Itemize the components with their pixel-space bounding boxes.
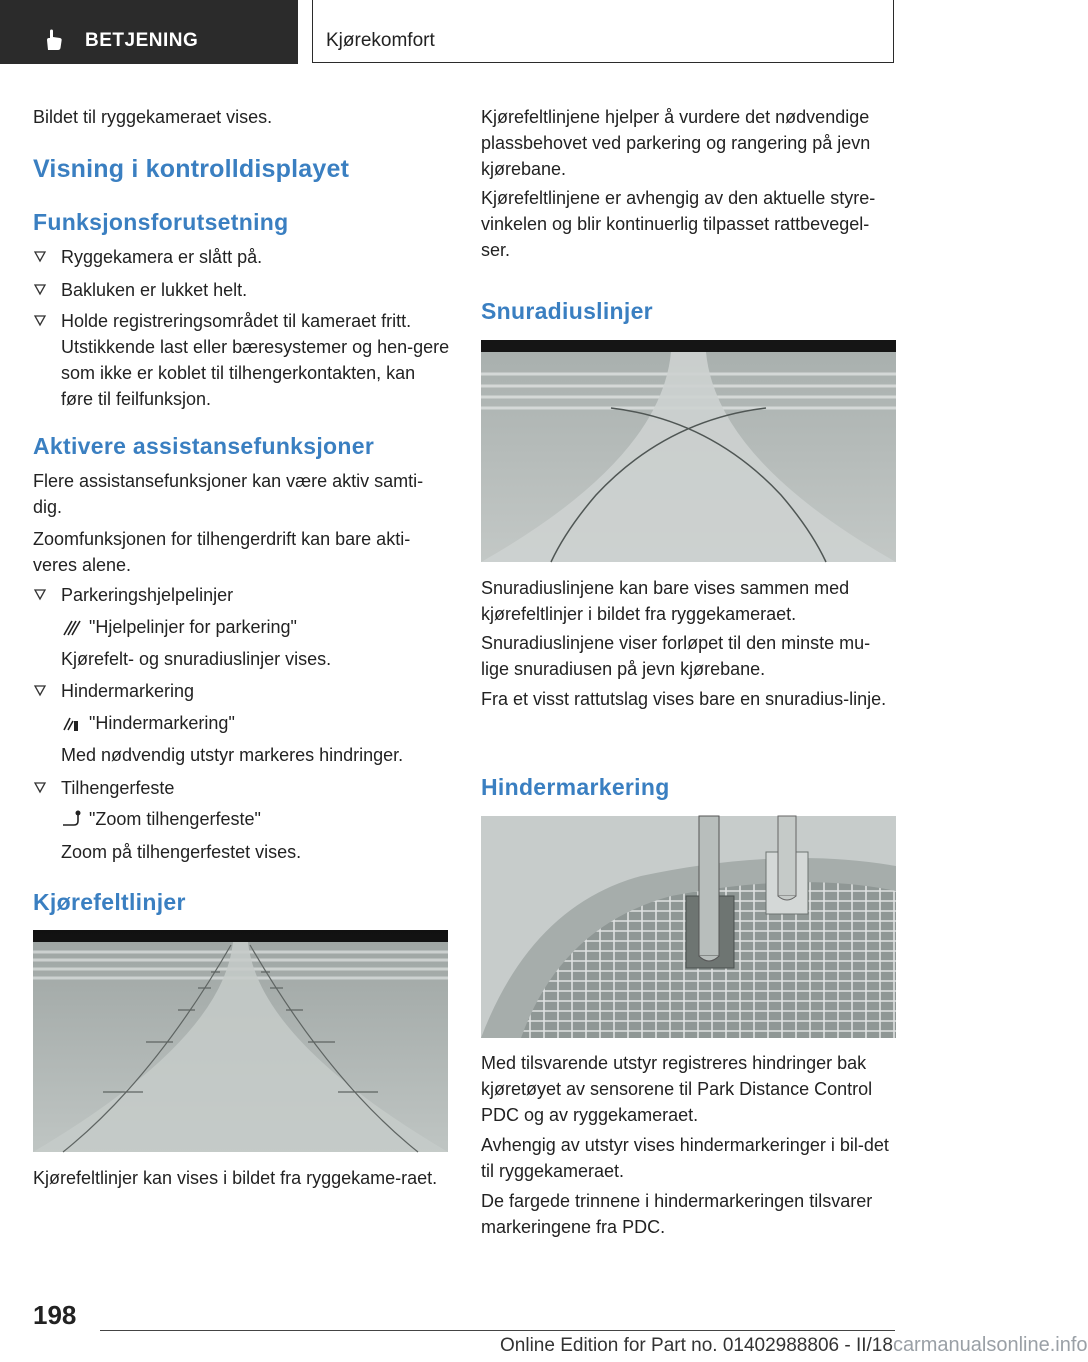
obstacle-paragraph: Avhengig av utstyr vises hindermarkeringer i bil-det til ryggekameraet. bbox=[481, 1135, 889, 1181]
watermark-text: carmanualsonline.info bbox=[892, 1334, 1088, 1356]
turn-radius-paragraph: Fra et visst rattutslag vises bare en snuradius-linje. bbox=[481, 689, 887, 709]
obstacle-marking-figure bbox=[481, 816, 896, 1038]
function-menu-entry: "Zoom tilhengerfeste" bbox=[89, 809, 261, 829]
lanes-paragraph: Kjørefeltlinjene er avhengig av den aktuelle styre-vinkelen og blir kontinuerlig tilpasset rattbevegel-ser. bbox=[481, 188, 876, 260]
footer-edition bbox=[500, 1334, 1088, 1357]
triangle-bullet-icon bbox=[33, 314, 47, 328]
lanes-paragraph: Kjørefeltlinjene hjelper å vurdere det nødvendige plassbehovet ved parkering og rangering på jevn kjørebane. bbox=[481, 107, 871, 179]
assist-paragraph: Flere assistansefunksjoner kan være aktiv samti-dig. bbox=[33, 471, 424, 517]
turn-radius-figure bbox=[481, 340, 896, 562]
section-tab bbox=[312, 0, 894, 63]
page-number: 198 bbox=[33, 1300, 77, 1330]
obstacle-paragraph: Med tilsvarende utstyr registreres hindringer bak kjøretøyet av sensorene til Park Distance Control PDC og av ryggekameraet. bbox=[481, 1053, 873, 1125]
section-label: Kjørekomfort bbox=[326, 30, 435, 51]
lanes-heading: Kjørefeltlinjer bbox=[33, 889, 186, 915]
footer-divider bbox=[100, 1330, 895, 1331]
intro-text: Bildet til ryggekameraet vises. bbox=[33, 107, 273, 127]
triangle-bullet-icon bbox=[33, 684, 47, 698]
chapter-label: BETJENING bbox=[85, 30, 199, 51]
triangle-bullet-icon bbox=[33, 588, 47, 602]
page-title: Visning i kontrolldisplayet bbox=[33, 155, 350, 183]
lanes-caption: Kjørefeltlinjer kan vises i bildet fra ryggekame-raet. bbox=[33, 1168, 438, 1188]
turn-radius-heading: Snuradiuslinjer bbox=[481, 298, 653, 324]
prereq-heading: Funksjonsforutsetning bbox=[33, 209, 289, 235]
turn-radius-paragraph: Snuradiuslinjene viser forløpet til den minste mu-lige snuradiusen på jevn kjørebane. bbox=[481, 633, 871, 679]
triangle-bullet-icon bbox=[33, 250, 47, 264]
obstacle-heading: Hindermarkering bbox=[481, 774, 670, 800]
chapter-tab bbox=[0, 0, 298, 64]
function-menu-entry: "Hindermarkering" bbox=[89, 713, 235, 733]
function-result: Zoom på tilhengerfestet vises. bbox=[61, 842, 302, 862]
edition-text: Online Edition for Part no. 01402988806 - II/18 bbox=[500, 1335, 893, 1356]
obstacle-paragraph: De fargede trinnene i hindermarkeringen tilsvarer markeringene fra PDC. bbox=[481, 1191, 873, 1237]
assist-paragraph: Zoomfunksjonen for tilhengerdrift kan bare akti-veres alene. bbox=[33, 529, 411, 575]
page-header bbox=[0, 0, 960, 66]
function-result: Med nødvendig utstyr markeres hindringer. bbox=[61, 745, 404, 765]
obstacle-marking-icon bbox=[61, 713, 81, 733]
trailer-hitch-icon bbox=[61, 809, 81, 829]
triangle-bullet-icon bbox=[33, 283, 47, 297]
turn-radius-paragraph: Snuradiuslinjene kan bare vises sammen med kjørefeltlinjer i bildet fra ryggekameraet. bbox=[481, 578, 850, 624]
hand-icon bbox=[42, 28, 66, 52]
parking-lines-icon bbox=[61, 617, 81, 637]
lane-lines-figure bbox=[33, 930, 448, 1152]
function-result: Kjørefelt- og snuradiuslinjer vises. bbox=[61, 649, 332, 669]
triangle-bullet-icon bbox=[33, 781, 47, 795]
function-menu-entry: "Hjelpelinjer for parkering" bbox=[89, 617, 297, 637]
assist-heading: Aktivere assistansefunksjoner bbox=[33, 433, 375, 459]
